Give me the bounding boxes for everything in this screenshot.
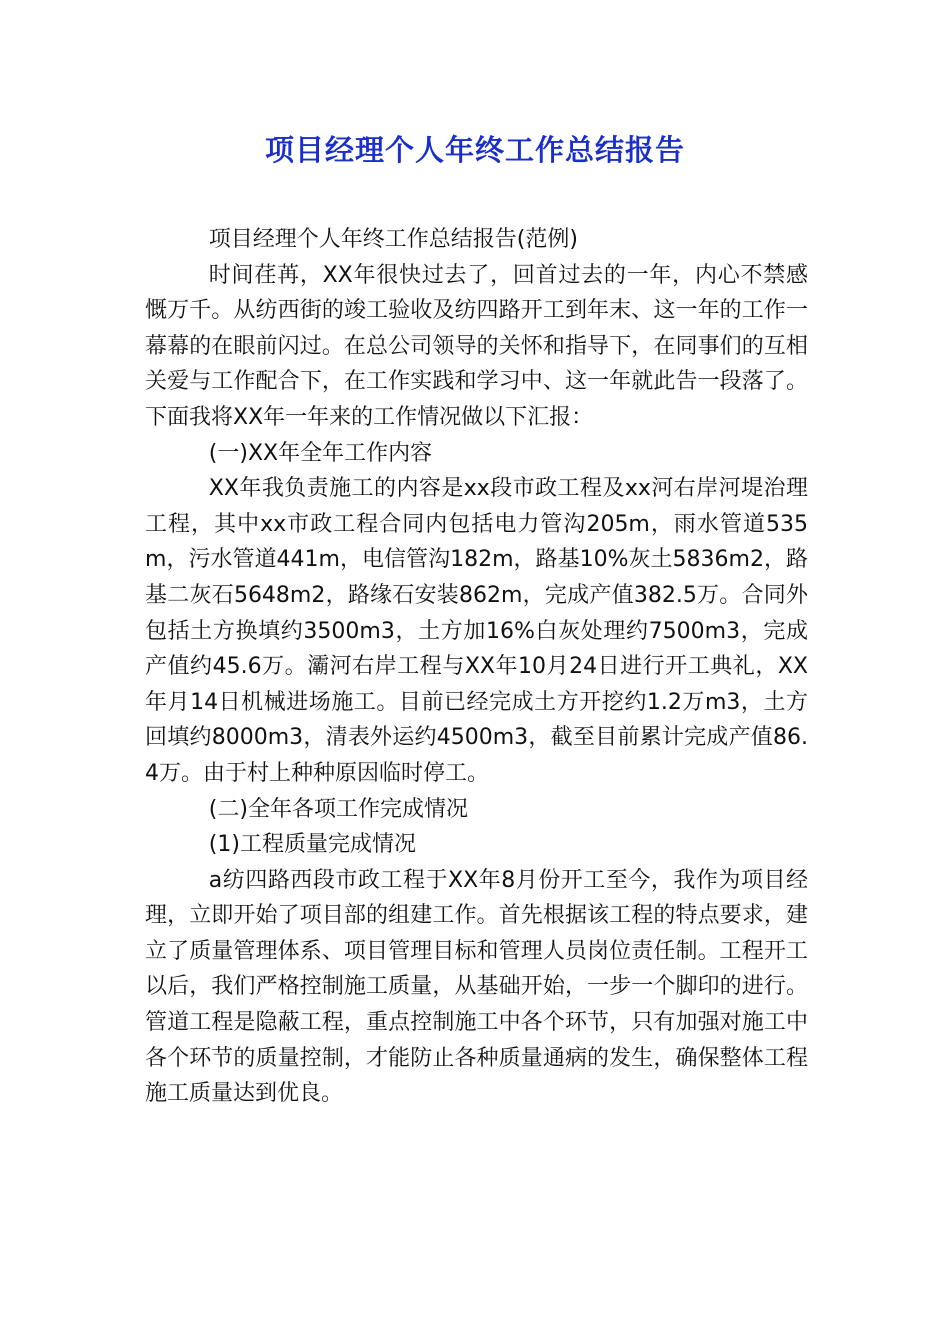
paragraph-subtitle: 项目经理个人年终工作总结报告(范例)	[208, 227, 578, 252]
document-body	[145, 222, 808, 1112]
section-heading-work-content: (一)XX年全年工作内容	[208, 440, 433, 466]
subsection-heading-quality: (1)工程质量完成情况	[208, 832, 416, 858]
paragraph-work-content: XX年我负责施工的内容是xx段市政工程及xx河右岸河堤治理工程，其中xx市政工程合同内包括电力管沟205m，雨水管道535m，污水管道441m，电信管沟182m，路基10%灰土5836m2，路基二灰石5648m2，路缘石安装862m，完成产值382.5万。合同外包括土方换填约3500m3，土方加16%白灰处理约7500m3，完成产值约45.6万。灞河右岸工程与XX年10月24日进行开工典礼，XX年月14日机械进场施工。目前已经完成土方开挖约1.2万m3，土方回填约8000m3，清表外运约4500m3，截至目前累计完成产值86.4万。由于村上种种原因临时停工。	[145, 476, 808, 786]
paragraph-intro: 时间荏苒，XX年很快过去了，回首过去的一年，内心不禁感慨万千。从纺西街的竣工验收及纺四路开工到年末、这一年的工作一幕幕的在眼前闪过。在总公司领导的关怀和指导下，在同事们的互相关爱与工作配合下，在工作实践和学习中、这一年就此告一段落了。下面我将XX年一年来的工作情况做以下汇报：	[145, 262, 808, 430]
document-title: 项目经理个人年终工作总结报告	[264, 133, 685, 167]
section-heading-completion: (二)全年各项工作完成情况	[208, 796, 468, 822]
paragraph-quality: a纺四路西段市政工程于XX年8月份开工至今，我作为项目经理，立即开始了项目部的组建工作。首先根据该工程的特点要求，建立了质量管理体系、项目管理目标和管理人员岗位责任制。工程开工以后，我们严格控制施工质量，从基础开始，一步一个脚印的进行。管道工程是隐蔽工程，重点控制施工中各个环节，只有加强对施工中各个环节的质量控制，才能防止各种质量通病的发生，确保整体工程施工质量达到优良。	[145, 867, 808, 1107]
